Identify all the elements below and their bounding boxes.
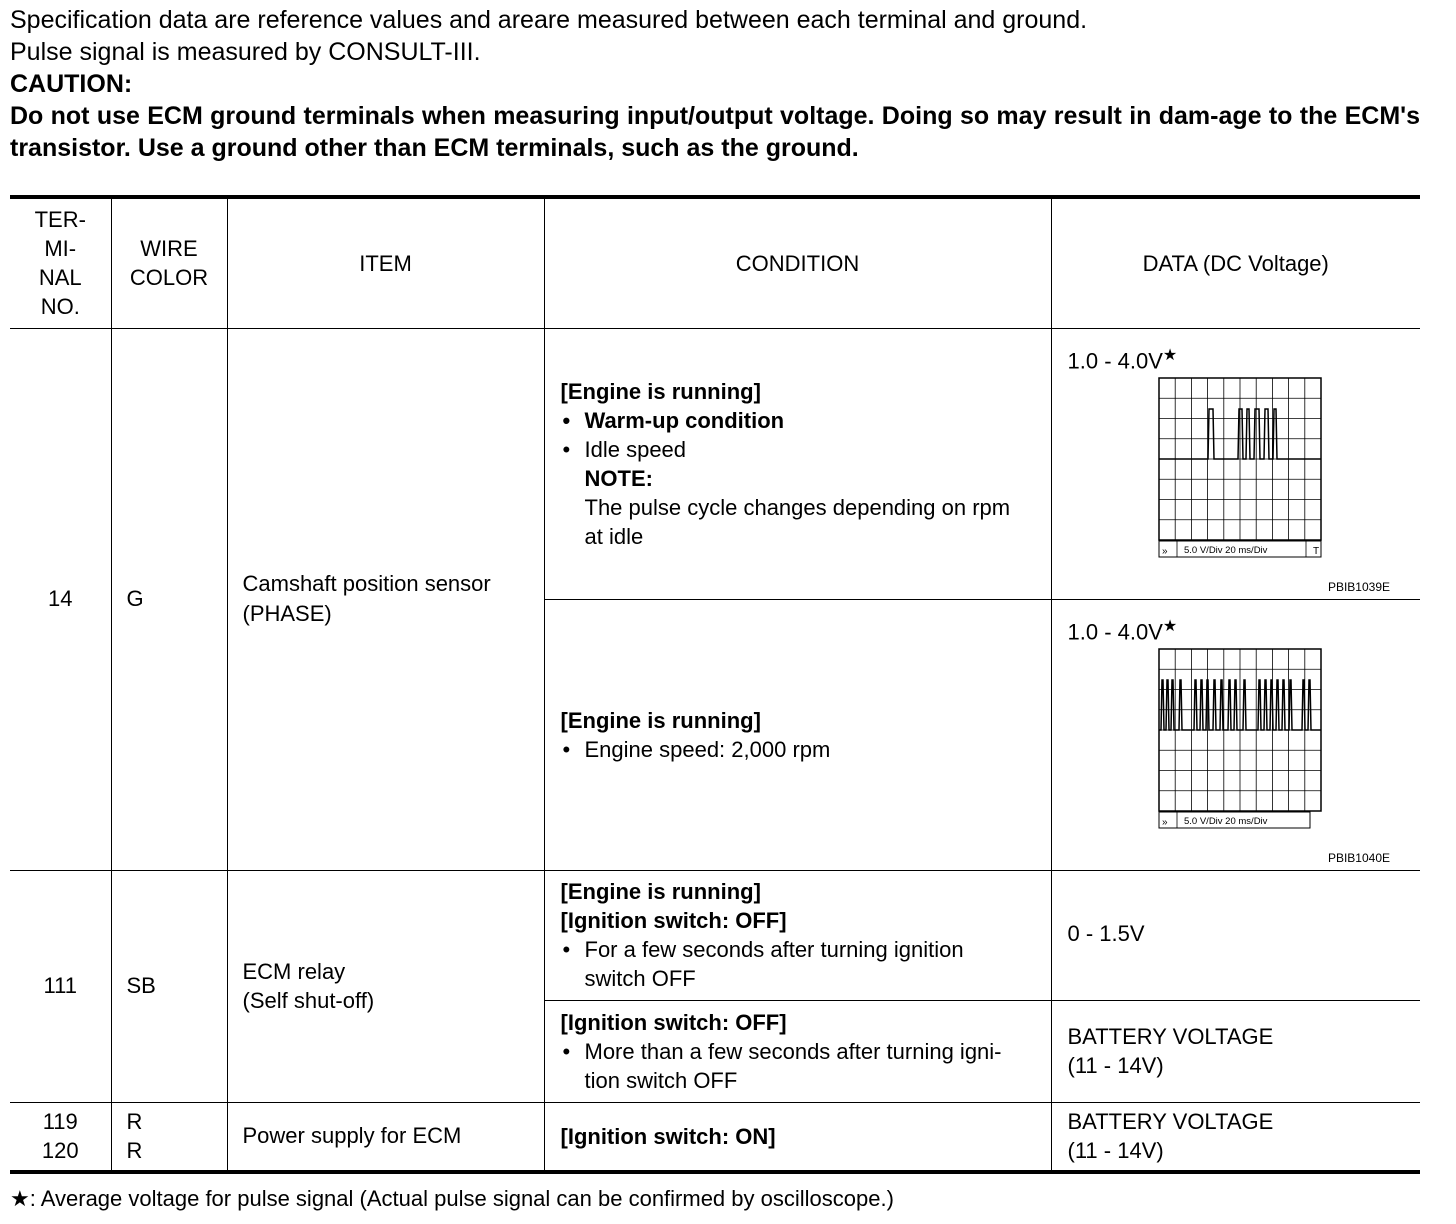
header-wire-1: WIRE bbox=[140, 236, 198, 262]
item-cell bbox=[227, 328, 544, 870]
condition-title: [Ignition switch: OFF] bbox=[560, 1009, 787, 1035]
data-cell bbox=[1051, 1000, 1420, 1102]
footnote: ★: Average voltage for pulse signal (Actual pulse signal can be confirmed by oscilloscope.) bbox=[10, 1186, 894, 1211]
item-line: (PHASE) bbox=[242, 601, 332, 626]
terminal-line: 120 bbox=[41, 1138, 79, 1164]
header-wire-2: COLOR bbox=[129, 265, 209, 291]
wire-cell bbox=[111, 1102, 227, 1172]
data-cell: 0 - 1.5V bbox=[1051, 870, 1420, 1000]
terminal-cell bbox=[10, 1102, 111, 1172]
condition-bullet: • More than a few seconds after turning igni- bbox=[561, 1037, 1039, 1066]
data-line: BATTERY VOLTAGE bbox=[1067, 1024, 1274, 1049]
figure-id: PBIB1039E bbox=[1327, 579, 1390, 594]
wire-cell: SB bbox=[111, 870, 227, 1102]
condition-title: [Engine is running] bbox=[560, 879, 761, 904]
header-data: DATA (DC Voltage) bbox=[1051, 197, 1420, 328]
header-terminal-1: TER- bbox=[34, 207, 86, 233]
condition-bullet-cont: switch OFF bbox=[584, 966, 696, 991]
item-line: Camshaft position sensor bbox=[242, 571, 491, 596]
oscilloscope-waveform-2000rpm bbox=[1158, 648, 1324, 830]
data-cell bbox=[1051, 328, 1420, 599]
item-cell bbox=[227, 870, 544, 1102]
data-line: (11 - 14V) bbox=[1067, 1138, 1164, 1164]
condition-cell bbox=[544, 1000, 1051, 1102]
svg-text:T: T bbox=[1312, 545, 1319, 557]
header-terminal-2: MI- bbox=[44, 236, 77, 262]
data-line: (11 - 14V) bbox=[1067, 1053, 1164, 1078]
terminal-cell: 111 bbox=[10, 870, 111, 1102]
oscilloscope-waveform-idle bbox=[1158, 377, 1324, 559]
header-wire bbox=[111, 197, 227, 328]
note-text: at idle bbox=[584, 523, 644, 549]
figure-id: PBIB1040E bbox=[1327, 850, 1390, 865]
voltage-text: 1.0 - 4.0V bbox=[1067, 347, 1163, 373]
condition-cell bbox=[544, 599, 1051, 870]
terminal-line: 119 bbox=[42, 1109, 78, 1135]
star-icon: ★ bbox=[1162, 617, 1178, 635]
item-line: (Self shut-off) bbox=[242, 988, 375, 1013]
header-terminal bbox=[10, 197, 111, 328]
condition-bullet: • For a few seconds after turning ignition bbox=[561, 935, 1039, 964]
item-line: ECM relay bbox=[242, 959, 346, 984]
condition-title: [Ignition switch: OFF] bbox=[560, 908, 787, 933]
condition-bullet: • Engine speed: 2,000 rpm bbox=[561, 735, 1039, 764]
header-terminal-4: NO. bbox=[40, 294, 80, 320]
header-item: ITEM bbox=[227, 197, 544, 328]
caution-text: Do not use ECM ground terminals when measuring input/output voltage. Doing so may result in dam-age to the ECM's transistor. Use a ground other than ECM terminals, such as the ground. bbox=[10, 102, 1420, 162]
svg-text:5.0 V/Div 20 ms/Div: 5.0 V/Div 20 ms/Div bbox=[1183, 544, 1267, 556]
condition-bullet-cont: tion switch OFF bbox=[584, 1067, 738, 1093]
table-row bbox=[10, 328, 1420, 599]
condition-title: [Engine is running] bbox=[560, 707, 761, 733]
condition-cell bbox=[544, 328, 1051, 599]
wire-cell: G bbox=[111, 328, 227, 870]
header-terminal-3: NAL bbox=[38, 265, 82, 291]
terminal-cell: 14 bbox=[10, 328, 111, 870]
spec-note: Specification data are reference values and areare measured between each terminal and ground. bbox=[10, 6, 1088, 34]
voltage-value bbox=[1068, 612, 1178, 646]
note-text: The pulse cycle changes depending on rpm bbox=[584, 494, 1011, 520]
header-row bbox=[10, 197, 1420, 328]
table-row bbox=[10, 1102, 1420, 1172]
pulse-note: Pulse signal is measured by CONSULT-III. bbox=[10, 38, 481, 66]
data-cell bbox=[1051, 599, 1420, 870]
condition-cell bbox=[544, 870, 1051, 1000]
condition-bullet: • Warm-up condition bbox=[561, 406, 1039, 435]
svg-text:»: » bbox=[1161, 545, 1168, 557]
wire-line: R bbox=[126, 1138, 143, 1164]
star-icon: ★ bbox=[1162, 346, 1178, 364]
wire-line: R bbox=[126, 1109, 143, 1135]
voltage-text: 1.0 - 4.0V bbox=[1067, 618, 1163, 644]
data-cell bbox=[1051, 1102, 1420, 1172]
condition-title: [Engine is running] bbox=[560, 378, 761, 404]
voltage-value bbox=[1068, 341, 1178, 375]
svg-text:»: » bbox=[1161, 816, 1168, 828]
condition-cell: [Ignition switch: ON] bbox=[544, 1102, 1051, 1172]
data-line: BATTERY VOLTAGE bbox=[1067, 1109, 1274, 1135]
note-title: NOTE: bbox=[584, 465, 653, 491]
svg-text:5.0 V/Div 20 ms/Div: 5.0 V/Div 20 ms/Div bbox=[1183, 815, 1267, 827]
condition-bullet: • Idle speed bbox=[561, 435, 1039, 464]
terminal-table bbox=[10, 195, 1420, 1174]
item-cell: Power supply for ECM bbox=[227, 1102, 544, 1172]
header-condition: CONDITION bbox=[544, 197, 1051, 328]
intro-text bbox=[10, 4, 1420, 164]
table-row bbox=[10, 870, 1420, 1000]
caution-title: CAUTION: bbox=[10, 70, 133, 98]
